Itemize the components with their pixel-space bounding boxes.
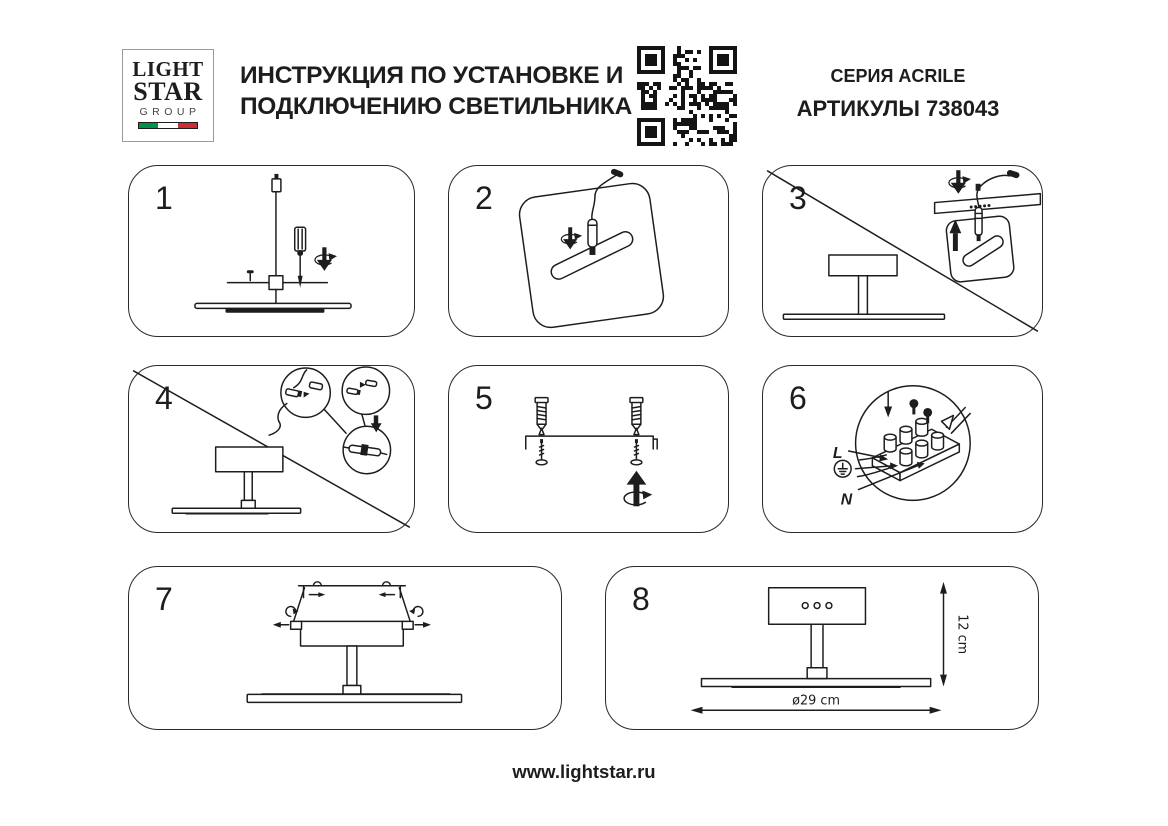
product-info [770, 66, 1026, 122]
italy-flag-icon [138, 122, 198, 129]
step-panel-1 [128, 165, 415, 337]
step-number-8: 8 [632, 581, 650, 617]
step-number-3: 3 [789, 180, 807, 216]
height-dimension-label: 12 cm [954, 614, 970, 655]
logo-word-group: GROUP [139, 106, 201, 118]
ground-icon [834, 460, 851, 477]
screw-rotate-icon [949, 170, 971, 194]
step-panel-6 [762, 365, 1043, 533]
step-number-5: 5 [475, 380, 493, 416]
screw-rotate-up-icon [624, 471, 652, 507]
step-panel-5 [448, 365, 729, 533]
step-number-4: 4 [155, 380, 173, 416]
step-number-6: 6 [789, 380, 807, 416]
step-7-drawing [129, 567, 561, 729]
title-line-2: ПОДКЛЮЧЕНИЮ СВЕТИЛЬНИКА [240, 93, 632, 120]
step-number-7: 7 [155, 581, 173, 617]
logo-word-star: STAR [133, 77, 203, 106]
step-panel-2 [448, 165, 729, 337]
website-url: www.lightstar.ru [512, 761, 656, 782]
diameter-dimension-label: ø29 cm [792, 693, 840, 709]
step-panel-7 [128, 566, 562, 730]
step-panel-3 [762, 165, 1043, 337]
screw-icon [631, 439, 642, 465]
page-title [240, 60, 632, 122]
series-label: СЕРИЯ ACRILE [830, 66, 966, 86]
qr-code [637, 46, 737, 146]
screw-icon [536, 439, 547, 465]
step-number-1: 1 [155, 180, 173, 216]
diameter-dimension [691, 693, 942, 713]
step-8-drawing [606, 567, 1038, 729]
screw-rotate-icon [561, 227, 582, 249]
neutral-wire-label: N [840, 491, 853, 509]
title-line-1: ИНСТРУКЦИЯ ПО УСТАНОВКЕ И [240, 62, 624, 89]
articles-label: АРТИКУЛЫ 738043 [796, 96, 1000, 121]
step-number-2: 2 [475, 180, 493, 216]
logo-word-light: LIGHT [132, 57, 204, 81]
wall-anchor-icon [630, 398, 643, 431]
step-panel-4 [128, 365, 415, 533]
step-panel-8 [605, 566, 1039, 730]
wall-anchor-icon [535, 398, 548, 431]
height-dimension [940, 582, 969, 687]
live-wire-label: L [832, 444, 843, 462]
screw-rotate-icon [315, 247, 337, 271]
screwdriver-icon [295, 227, 306, 287]
lightstar-logo [122, 49, 214, 142]
